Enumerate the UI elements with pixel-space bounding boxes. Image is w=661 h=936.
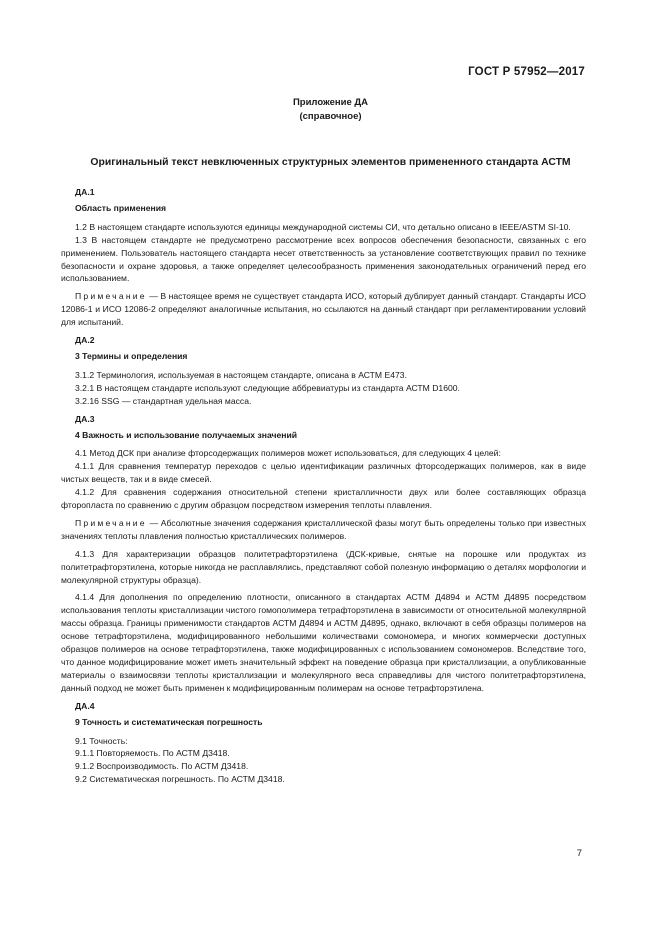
page-number: 7 (576, 848, 582, 859)
note-text: — В настоящее время не существует стандарта ИСО, который дублирует данный стандарт. Стандарты ИСО 12086-1 и ИСО 12086-2 определяют аналогичные испытания, но ссылаются на данный стандарт при регламентировании условий для испытаний. (61, 291, 586, 328)
note-da3 (61, 517, 586, 543)
paragraph-9-1-1: 9.1.1 Повторяемость. По АСТМ Д3418. (75, 748, 230, 759)
section-label-da4: ДА.4 (75, 700, 95, 711)
annex-title: Приложение ДА (292, 97, 369, 108)
main-title: Оригинальный текст невключенных структурных элементов примененного стандарта АСТМ (90, 157, 571, 168)
section-heading-da2: 3 Термины и определения (75, 350, 188, 361)
paragraph-3-1-2: 3.1.2 Терминология, используемая в настоящем стандарте, описана в АСТМ Е473. (75, 369, 407, 380)
paragraph-3-2-16: 3.2.16 SSG — стандартная удельная масса. (75, 395, 252, 406)
paragraph-1-3: 1.3 В настоящем стандарте не предусмотрено рассмотрение всех вопросов обеспечения безопасности, связанных с его применением. Пользователь настоящего стандарта несет ответственность за установление соответствующих правил по технике безопасности и охране здоровья, а также определяет целесообразность применения законодательных ограничений перед его использованием. (61, 234, 586, 284)
paragraph-1-2: 1.2 В настоящем стандарте используются единицы международной системы СИ, что детально описано в IEEE/ASTM SI-10. (75, 221, 571, 232)
paragraph-9-2: 9.2 Систематическая погрешность. По АСТМ Д3418. (75, 774, 285, 785)
section-heading-da1: Область применения (75, 202, 166, 213)
section-heading-da4: 9 Точность и систематическая погрешность (75, 716, 263, 727)
paragraph-4-1-4: 4.1.4 Для дополнения по определению плотности, описанного в стандартах АСТМ Д4894 и АСТМ Д4895 посредством использования теплоты кристаллизации чистого гомополимера тетрафторэтилена в зависимости от относительной молекулярной массы образца. Границы применимости стандартов АСТМ Д4894 и АСТМ Д4895, однако, включают в себя образцы полимеров на основе тетрафторэтилена, модифицированного небольшими количествами сомономера, и многих коммерчески доступных образцов полимеров на основе тетрафторэтилена, также модифицированных с использованием сомономеров. Вследствие того, что данное модифицирование может иметь значительный эффект на поведение образца при кристаллизации, а опубликованные материалы о взаимосвязи теплоты кристаллизации и молекулярного веса справедливы для чистого политетрафторэтилена, данный подход не может быть применен к модифицированным полимерам на основе тетрафторэтилена. (61, 592, 586, 693)
paragraph-9-1: 9.1 Точность: (75, 735, 128, 746)
note-label: Примечание (75, 291, 147, 302)
section-heading-da3: 4 Важность и использование получаемых значений (75, 429, 298, 440)
document-code: ГОСТ Р 57952—2017 (468, 66, 585, 78)
note-da1 (61, 290, 586, 329)
annex-heading (0, 96, 661, 124)
section-label-da3: ДА.3 (75, 413, 95, 424)
note-label: Примечание (75, 517, 147, 528)
annex-note: (справочное) (299, 111, 362, 122)
section-label-da2: ДА.2 (75, 335, 95, 346)
paragraph-4-1-1: 4.1.1 Для сравнения температур переходов с целью идентификации различных фторсодержащих полимеров, как в виде чистых веществ, так и в виде смесей. (61, 461, 586, 485)
paragraph-4-1: 4.1 Метод ДСК при анализе фторсодержащих полимеров может использоваться, для следующих 4 целей: (75, 448, 501, 459)
paragraph-4-1-3: 4.1.3 Для характеризации образцов политетрафторэтилена (ДСК-кривые, снятые на порошке или продуктах из политетрафторэтилена, которые никогда не расплавлялись, представляют собой полезную информацию о деталях морфологии и молекулярной структуры образца). (61, 548, 586, 585)
section-label-da1: ДА.1 (75, 187, 95, 197)
paragraph-3-2-1: 3.2.1 В настоящем стандарте используют следующие аббревиатуры из стандарта АСТМ D1600. (75, 382, 460, 393)
paragraph-9-1-2: 9.1.2 Воспроизводимость. По АСТМ Д3418. (75, 761, 249, 772)
document-body (61, 186, 586, 786)
paragraph-4-1-2: 4.1.2 Для сравнения содержания относительной степени кристалличности двух или более составляющих образца фторопласта по сравнению с другим образцом посредством измерения теплоты плавления. (61, 487, 586, 511)
note-text: — Абсолютные значения содержания кристаллической фазы могут быть определены только при известных значениях теплоты плавления полностью кристаллических полимеров. (61, 517, 586, 541)
